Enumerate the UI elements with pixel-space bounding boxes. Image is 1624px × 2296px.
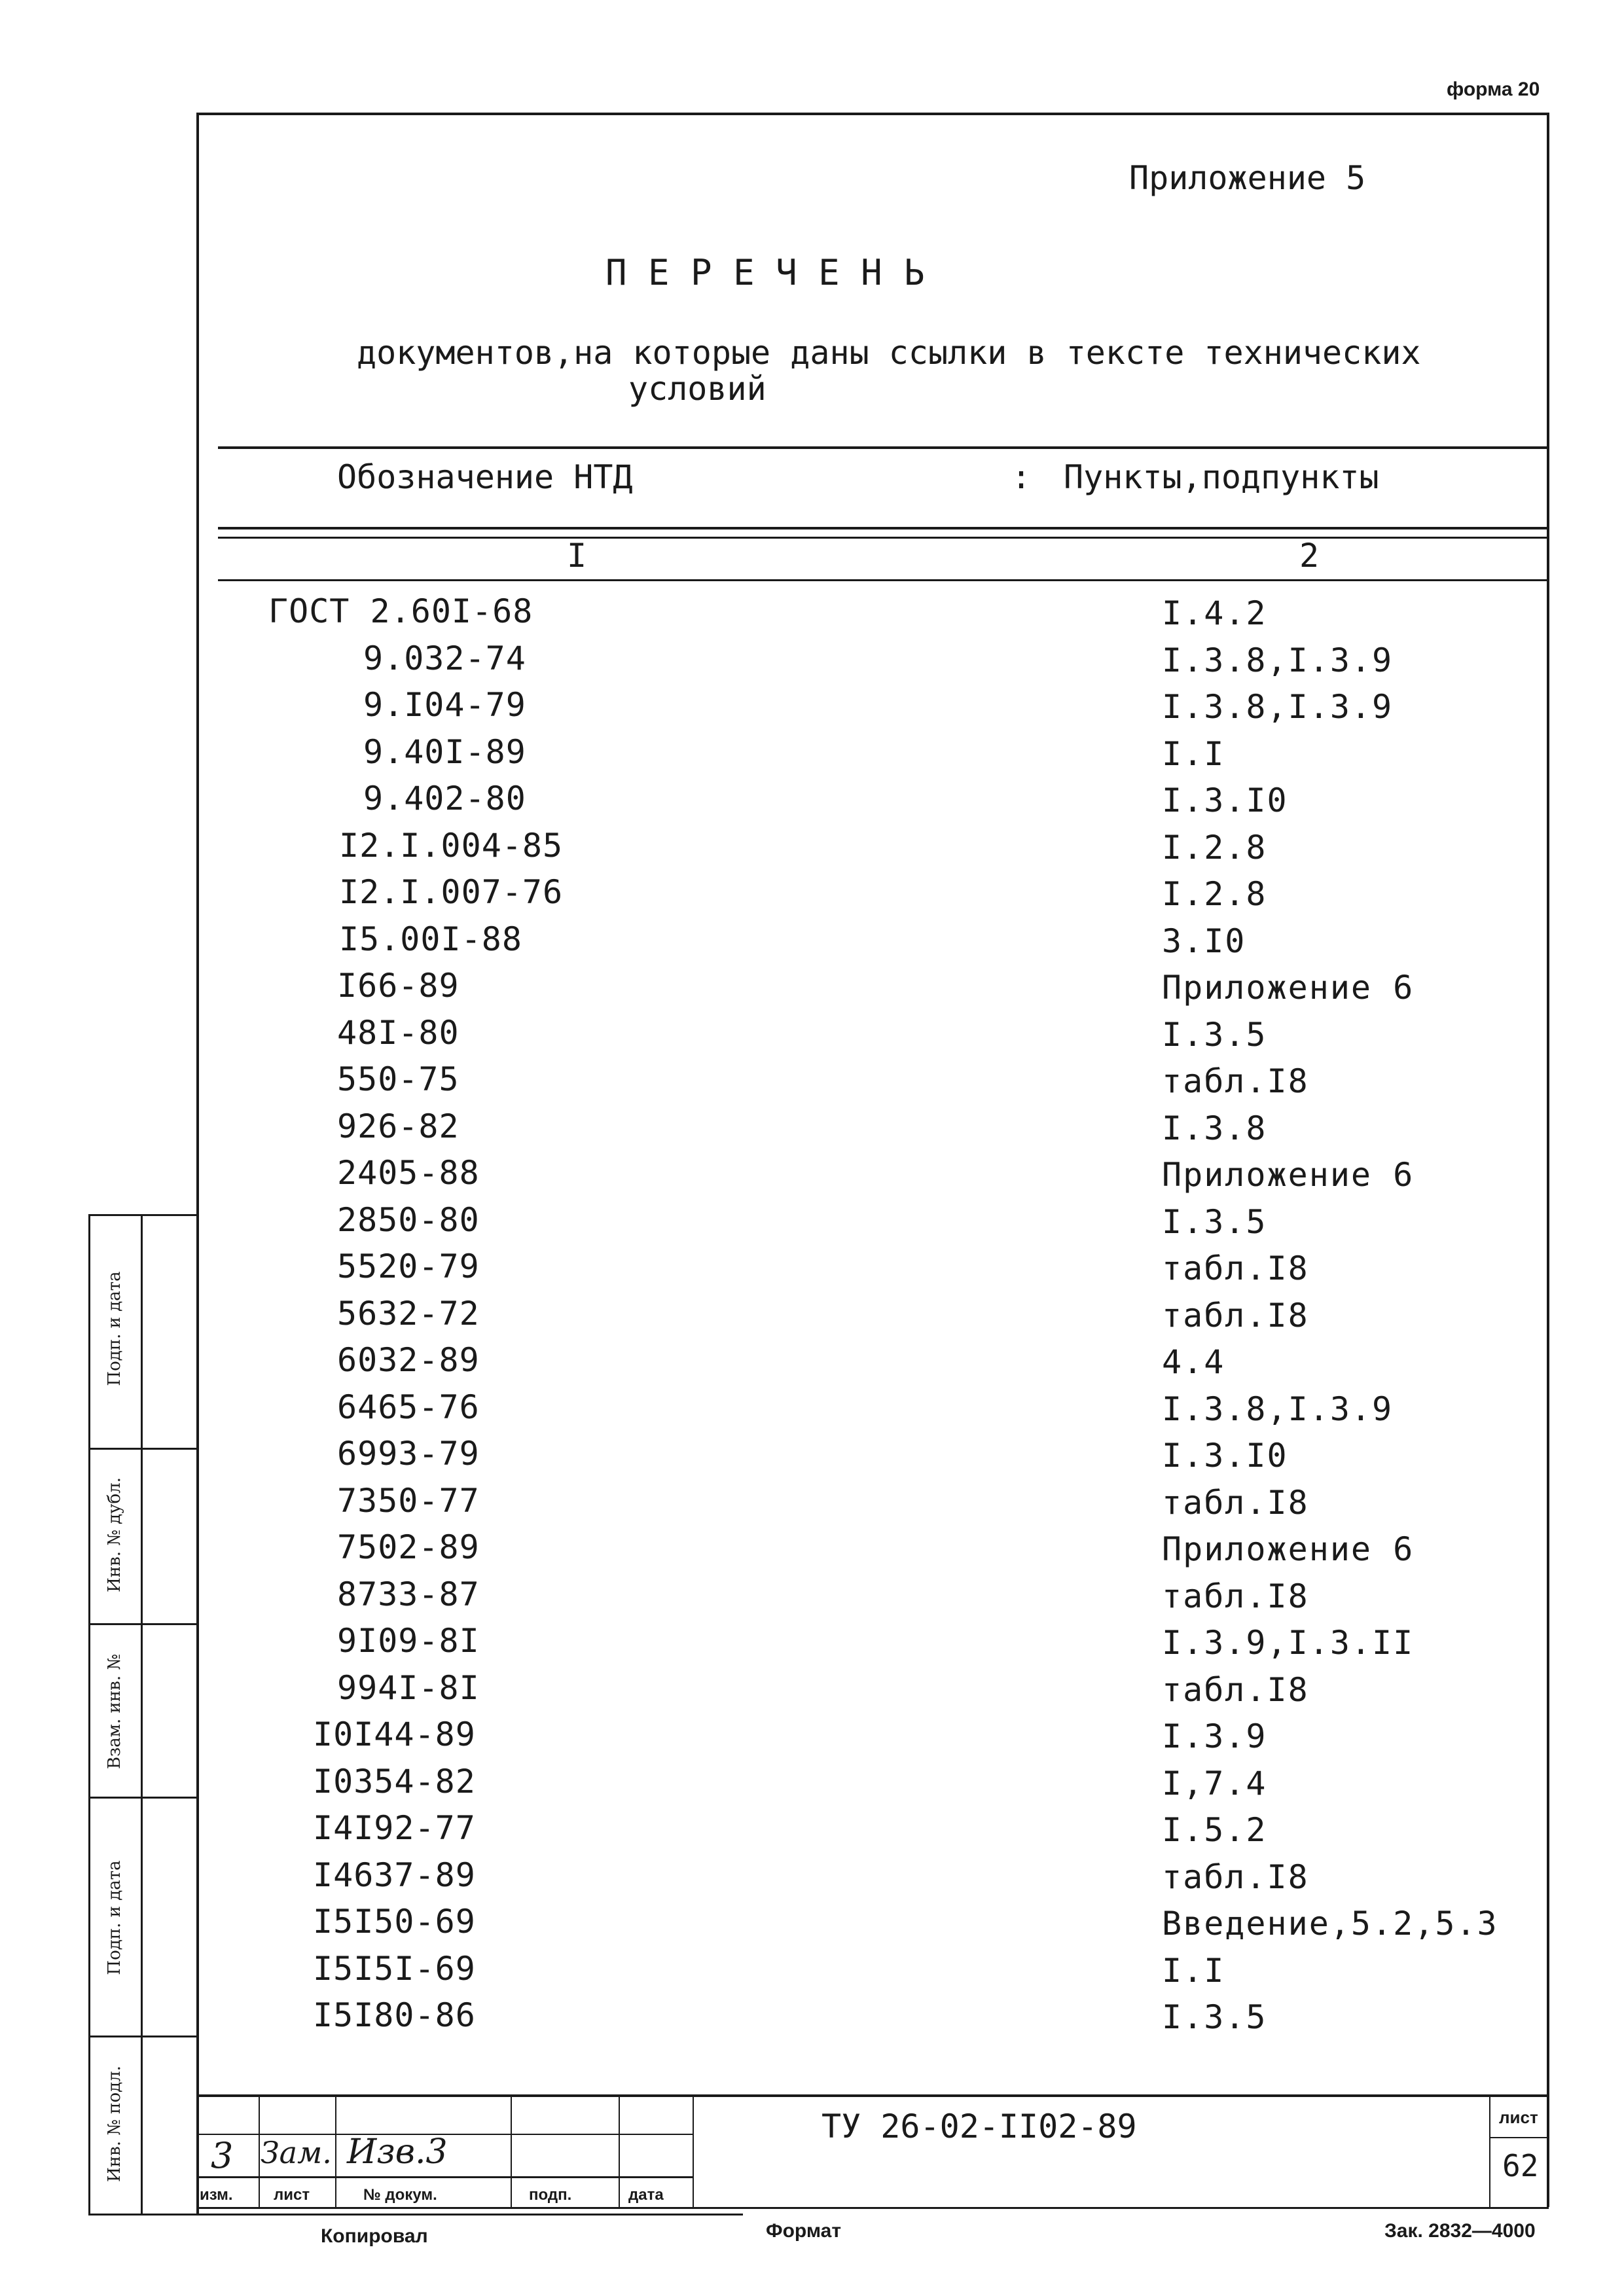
- row-clauses: Приложение 6: [1162, 969, 1415, 1007]
- stamp-list-number: 62: [1502, 2148, 1539, 2183]
- row-designation: 5632-72: [337, 1295, 480, 1333]
- document-title: П Е Р Е Ч Е Н Ь: [605, 252, 925, 293]
- row-clauses: табл.I8: [1162, 1858, 1309, 1896]
- row-clauses: I.I: [1162, 1952, 1225, 1990]
- column-number-1: I: [567, 537, 587, 575]
- stamp-list-rule: [1489, 2137, 1548, 2138]
- document-subtitle-line1: документов,на которые даны ссылки в тексте технических: [357, 334, 1421, 372]
- stamp-col-5: [693, 2094, 694, 2207]
- row-designation: 550-75: [337, 1060, 460, 1098]
- row-clauses: I.2.8: [1162, 829, 1267, 867]
- frame-left-line: [196, 113, 199, 2214]
- side-label-vzam-inv: Взам. инв. №: [105, 1654, 124, 1769]
- row-designation: 8733-87: [337, 1575, 480, 1613]
- stamp-col-2: [335, 2094, 336, 2207]
- row-designation: 7502-89: [337, 1528, 480, 1566]
- side-strip-rule-3: [88, 1797, 196, 1799]
- row-clauses: 4.4: [1162, 1343, 1225, 1381]
- row-designation: 6465-76: [337, 1388, 480, 1426]
- footer-order: Зак. 2832—4000: [1384, 2220, 1536, 2242]
- row-clauses: I.2.8: [1162, 875, 1267, 913]
- row-clauses: I,7.4: [1162, 1765, 1267, 1803]
- row-designation: I5I80-86: [313, 1996, 476, 2034]
- row-clauses: I.I: [1162, 735, 1225, 773]
- row-designation: I2.I.007-76: [339, 873, 564, 911]
- stamp-bottom-rule: [196, 2207, 1549, 2209]
- header-designation: Обозначение НТД: [337, 458, 633, 496]
- side-strip-bottom: [88, 2214, 743, 2215]
- side-strip-left: [88, 1214, 90, 2215]
- row-clauses: табл.I8: [1162, 1297, 1309, 1335]
- row-clauses: табл.I8: [1162, 1577, 1309, 1615]
- stamp-document-code: ТУ 26-02-II02-89: [821, 2108, 1137, 2145]
- row-designation: I5.00I-88: [339, 920, 522, 958]
- stamp-change-number: 3: [211, 2135, 234, 2176]
- column-number-2: 2: [1299, 537, 1320, 575]
- row-clauses: Приложение 6: [1162, 1530, 1415, 1568]
- side-strip-rule-1: [88, 1448, 196, 1450]
- row-clauses: I.4.2: [1162, 594, 1267, 632]
- row-designation: 7350-77: [337, 1482, 480, 1520]
- row-designation: 9.40I-89: [363, 733, 526, 771]
- row-clauses: I.3.5: [1162, 1998, 1267, 2036]
- row-designation: 2850-80: [337, 1201, 480, 1239]
- stamp-col-label-doc: № докум.: [363, 2186, 437, 2204]
- stamp-col-label-data: дата: [628, 2186, 664, 2204]
- side-strip-divider: [141, 1214, 143, 2215]
- row-designation: 2405-88: [337, 1154, 480, 1192]
- stamp-list-col: [1489, 2094, 1490, 2207]
- row-clauses: Введение,5.2,5.3: [1162, 1905, 1498, 1943]
- stamp-col-label-podp: подп.: [529, 2186, 572, 2204]
- side-label-inv-podl: Инв. № подл.: [105, 2066, 124, 2182]
- row-clauses: I.3.8: [1162, 1109, 1267, 1147]
- row-clauses: I.3.8,I.3.9: [1162, 1390, 1394, 1428]
- stamp-doc-handwritten: Изв.3: [347, 2132, 448, 2172]
- row-clauses: I.3.9,I.3.II: [1162, 1624, 1415, 1662]
- row-clauses: 3.I0: [1162, 922, 1246, 960]
- side-label-inv-dubl: Инв. № дубл.: [105, 1477, 124, 1592]
- row-clauses: I.3.I0: [1162, 781, 1288, 819]
- row-designation: 48I-80: [337, 1014, 460, 1052]
- row-designation: I66-89: [337, 967, 460, 1005]
- row-clauses: табл.I8: [1162, 1062, 1309, 1100]
- row-designation: I4I92-77: [313, 1809, 476, 1847]
- row-clauses: табл.I8: [1162, 1671, 1309, 1709]
- table-number-bottom-rule: [218, 579, 1547, 581]
- row-designation: 9.032-74: [363, 639, 526, 677]
- row-designation: 994I-8I: [337, 1669, 480, 1707]
- row-designation: I0354-82: [313, 1763, 476, 1801]
- stamp-sheet-handwritten: Зам.: [261, 2135, 332, 2170]
- row-clauses: табл.I8: [1162, 1249, 1309, 1287]
- row-clauses: I.3.8,I.3.9: [1162, 641, 1394, 679]
- row-clauses: I.3.9: [1162, 1717, 1267, 1755]
- row-clauses: Приложение 6: [1162, 1156, 1415, 1194]
- row-clauses: I.3.5: [1162, 1016, 1267, 1054]
- footer-kopiroval: Копировал: [321, 2225, 428, 2247]
- row-designation: 5520-79: [337, 1247, 480, 1285]
- row-clauses: I.5.2: [1162, 1811, 1267, 1849]
- header-clauses: Пункты,подпункты: [1064, 458, 1379, 496]
- document-subtitle-line2: условий: [628, 370, 767, 408]
- table-number-rule: [218, 537, 1547, 539]
- stamp-top-rule: [196, 2094, 1549, 2097]
- side-label-podp-data-top: Подп. и дата: [105, 1271, 124, 1386]
- form-number: форма 20: [1447, 79, 1540, 100]
- row-designation: 6032-89: [337, 1341, 480, 1379]
- row-designation: I4637-89: [313, 1856, 476, 1894]
- table-header-rule: [218, 527, 1547, 529]
- appendix-label: Приложение 5: [1129, 159, 1366, 197]
- row-clauses: I.3.5: [1162, 1203, 1267, 1241]
- table-top-rule: [218, 446, 1547, 449]
- row-designation: 9I09-8I: [337, 1622, 480, 1660]
- row-designation: I5I5I-69: [313, 1950, 476, 1988]
- row-clauses: табл.I8: [1162, 1484, 1309, 1522]
- stamp-list-label: лист: [1499, 2108, 1538, 2127]
- side-strip-rule-2: [88, 1623, 196, 1625]
- frame-top-line: [196, 113, 1549, 115]
- row-designation: 9.I04-79: [363, 686, 526, 724]
- row-designation: 9.402-80: [363, 780, 526, 817]
- side-label-podp-data-bottom: Подп. и дата: [105, 1860, 124, 1975]
- header-separator: :: [1011, 458, 1032, 496]
- frame-right-line: [1547, 113, 1549, 2207]
- row-clauses: I.3.I0: [1162, 1437, 1288, 1475]
- row-designation: I2.I.004-85: [339, 827, 564, 865]
- row-designation: I5I50-69: [313, 1903, 476, 1941]
- row-designation: I0I44-89: [313, 1715, 476, 1753]
- stamp-col-4: [619, 2094, 620, 2207]
- row-clauses: I.3.8,I.3.9: [1162, 688, 1394, 726]
- stamp-col-3: [511, 2094, 512, 2207]
- stamp-col-label-izm: изм.: [200, 2186, 233, 2204]
- side-strip-rule-4: [88, 2036, 196, 2037]
- footer-format: Формат: [766, 2220, 842, 2242]
- stamp-col-1: [259, 2094, 260, 2207]
- stamp-col-label-list: лист: [274, 2186, 310, 2204]
- row-designation: 926-82: [337, 1107, 460, 1145]
- row-designation: ГОСТ 2.60I-68: [268, 592, 533, 630]
- row-designation: 6993-79: [337, 1435, 480, 1473]
